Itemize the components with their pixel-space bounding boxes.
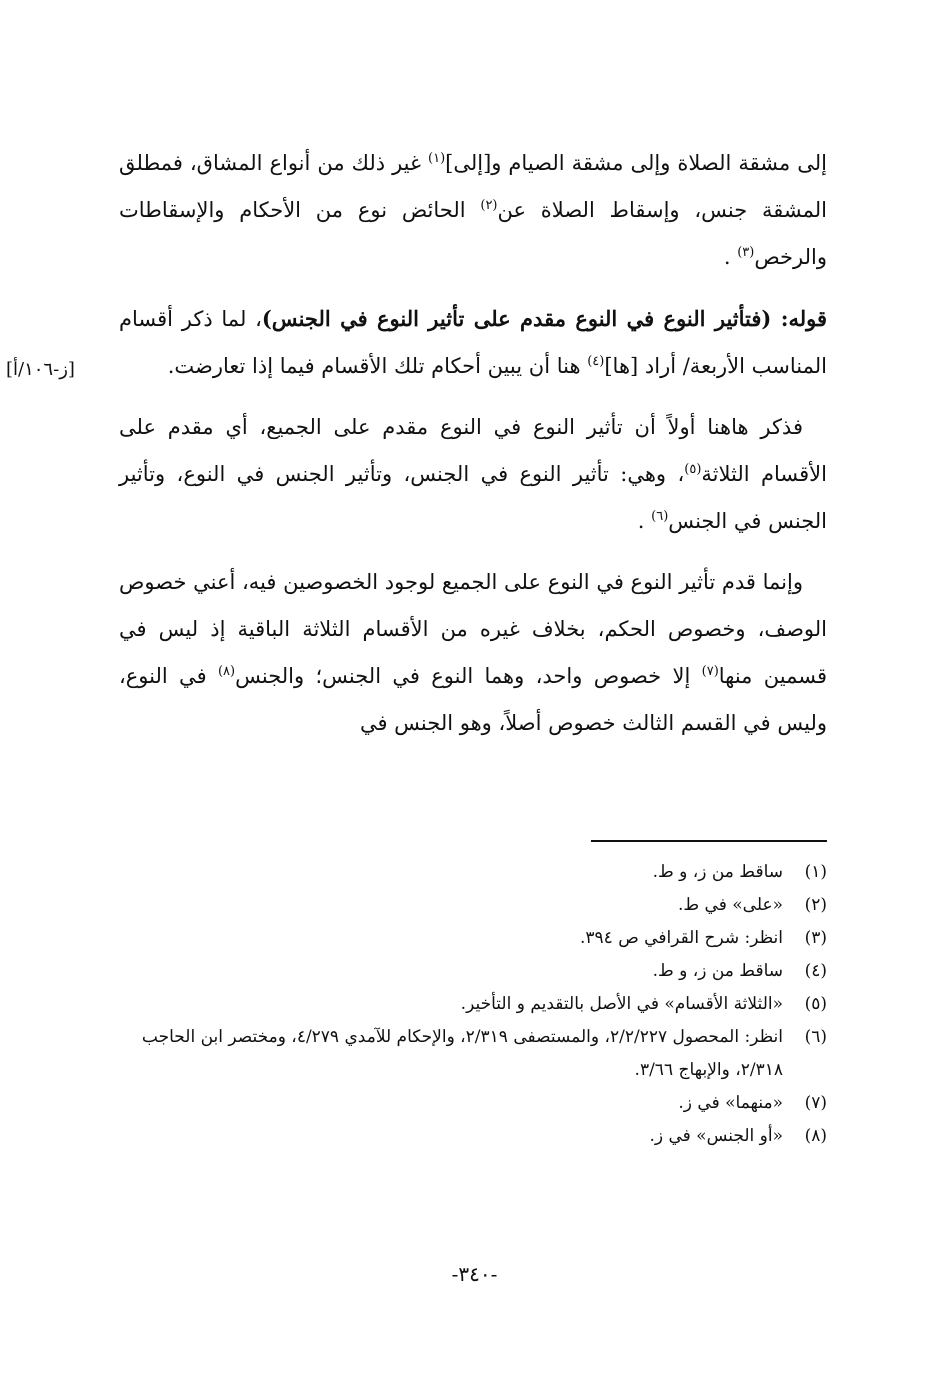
footnote-number: (٢) <box>804 895 827 915</box>
footnote-number: (٥) <box>804 994 827 1014</box>
footnote-item <box>115 1021 827 1087</box>
footnote-text: «أو الجنس» في ز. <box>649 1126 783 1146</box>
footnote-number: (٤) <box>804 961 827 981</box>
footnote-item <box>115 889 827 922</box>
footnote-reference: (١) <box>428 151 446 166</box>
footnote-item <box>115 1120 827 1153</box>
footnote-text: «منهما» في ز. <box>678 1093 783 1113</box>
footnotes-list <box>115 856 827 1153</box>
footnote-text: انظر: شرح القرافي ص ٣٩٤. <box>580 928 783 948</box>
footnote-text: ساقط من ز، و ط. <box>652 862 783 882</box>
manuscript-margin-reference: [ز-١٠٦/أ] <box>6 359 75 380</box>
footnote-reference: (٣) <box>737 245 755 260</box>
footnote-reference: (٨) <box>217 664 236 679</box>
footnote-number: (٨) <box>804 1126 827 1146</box>
footnote-reference: (٧) <box>701 664 719 679</box>
body-text: وإنما قدم تأثير النوع في النوع على الجميع لوجود الخصوصين فيه، أعني خصوص الوصف، وخصوص الحكم، بخلاف غيره من الأقسام الثلاثة الباقية إذ ليس في قسمين منها <box>119 570 827 688</box>
body-text: . <box>723 245 738 269</box>
footnote-reference: (٢) <box>480 198 498 213</box>
footnote-text: انظر: المحصول ٢/٢/٢٢٧، والمستصفى ٢/٣١٩، والإحكام للآمدي ٤/٢٧٩، ومختصر ابن الحاجب ٢/٣١٨، والإبهاج ٣/٦٦. <box>141 1027 783 1080</box>
body-text: . <box>637 509 652 533</box>
body-text: ، وهي: تأثير النوع في الجنس، وتأثير الجنس في النوع، وتأثير الجنس في الجنس <box>119 462 827 533</box>
body-text: هنا أن يبين أحكام تلك الأقسام فيما إذا تعارضت. <box>167 354 588 378</box>
footnote-text: «على» في ط. <box>678 895 783 915</box>
body-paragraph <box>119 559 827 747</box>
main-text-block <box>119 140 827 761</box>
body-text: غير ذلك من أنواع المشاق، فمطلق المشقة جنس، وإسقاط الصلاة عن <box>119 151 827 222</box>
footnote-separator-line <box>591 840 827 842</box>
footnote-item <box>115 922 827 955</box>
body-text: الحائض نوع من الأحكام والإسقاطات والرخص <box>119 198 827 269</box>
footnote-reference: (٥) <box>684 462 702 477</box>
body-text: إلى مشقة الصلاة وإلى مشقة الصيام و[إلى] <box>445 151 827 175</box>
footnote-reference: (٦) <box>651 509 669 524</box>
footnote-item <box>115 988 827 1021</box>
footnote-item <box>115 1087 827 1120</box>
body-text: في النوع، وليس في القسم الثالث خصوص أصلاً، وهو الجنس في <box>119 664 827 735</box>
footnote-text: «الثلاثة الأقسام» في الأصل بالتقديم و التأخير. <box>460 994 783 1014</box>
footnote-reference: (٤) <box>587 354 605 369</box>
footnote-text: ساقط من ز، و ط. <box>652 961 783 981</box>
body-paragraph <box>119 404 827 545</box>
footnote-item <box>115 955 827 988</box>
footnote-item <box>115 856 827 889</box>
footnote-number: (١) <box>804 862 827 882</box>
footnote-number: (٧) <box>804 1093 827 1113</box>
footnote-number: (٦) <box>804 1027 827 1047</box>
body-text: إلا خصوص واحد، وهما النوع في الجنس؛ والجنس <box>235 664 702 688</box>
body-paragraph <box>119 140 827 281</box>
footnote-number: (٣) <box>804 928 827 948</box>
quoted-heading-text: قوله: (فتأثير النوع في النوع مقدم على تأثير النوع في الجنس) <box>261 306 828 331</box>
body-paragraph <box>119 295 827 390</box>
body-text: فذكر هاهنا أولاً أن تأثير النوع في النوع مقدم على الجميع، أي مقدم على الأقسام الثلاثة <box>119 415 827 486</box>
page-number: -٣٤٠- <box>451 1262 498 1286</box>
body-text: ، لما ذكر أقسام المناسب الأربعة/ أراد [ها] <box>119 307 827 378</box>
